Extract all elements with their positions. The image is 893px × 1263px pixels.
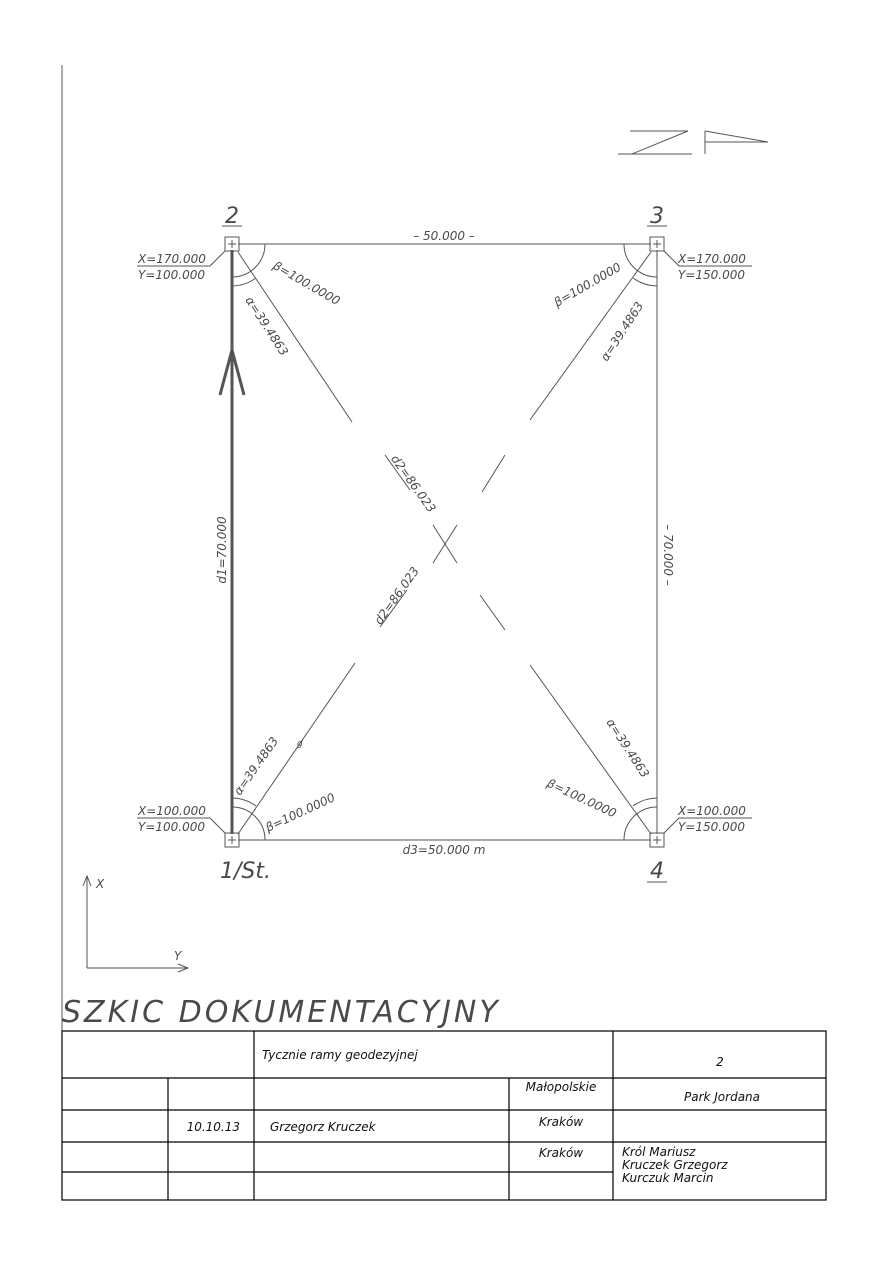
date-cell: 10.10.13 [186, 1120, 240, 1134]
team-member: Kurczuk Marcin [622, 1171, 714, 1185]
angle-beta-4: β=100.0000 [544, 776, 619, 821]
dim-top: – 50.000 – [413, 229, 475, 243]
author-cell: Grzegorz Kruczek [270, 1120, 376, 1134]
point-2-label: 2 [225, 204, 239, 229]
point-2-y: Y=100.000 [138, 268, 206, 282]
point-3-label: 3 [650, 204, 664, 229]
angle-alpha-1: α=39.4863 [230, 734, 282, 798]
angle-beta-1: β=100.0000 [263, 790, 338, 835]
dim-bottom: d3=50.000 m [402, 843, 486, 857]
angle-beta-3: β=100.0000 [551, 259, 624, 310]
point-3-x: X=170.000 [678, 252, 746, 266]
point-markers [137, 226, 752, 882]
team-member: Kruczek Grzegorz [622, 1158, 728, 1172]
voivodeship-cell: Małopolskie [525, 1080, 597, 1094]
dim-diagonal-b: d2=86.023 [371, 564, 422, 628]
team-member: Król Mariusz [622, 1145, 696, 1159]
angle-beta-2: β=100.0000 [270, 258, 343, 309]
commune-cell: Kraków [538, 1146, 584, 1160]
point-4-label: 4 [650, 859, 664, 884]
point-4-y: Y=150.000 [678, 820, 746, 834]
grad-unit: g [297, 739, 303, 749]
point-3-y: Y=150.000 [678, 268, 746, 282]
dim-right: – 70.000 – [661, 524, 675, 586]
point-2-x: X=170.000 [138, 252, 206, 266]
axis-y-label: Y [174, 949, 182, 963]
sketch-title: SZKIC DOKUMENTACYJNY [62, 995, 501, 1030]
angle-alpha-4: α=39.4863 [603, 716, 653, 781]
subject-cell: Tycznie ramy geodezyjnej [262, 1048, 418, 1062]
county-cell: Kraków [538, 1115, 584, 1129]
point-1-label: 1/St. [220, 859, 271, 884]
north-arrow-icon [618, 131, 768, 154]
axis-x-label: X [96, 877, 105, 891]
object-cell: Park Jordana [683, 1090, 761, 1104]
sheet-number-cell: 2 [716, 1055, 724, 1069]
dim-diagonal-a: d2=86.023 [388, 452, 439, 516]
angle-alpha-3: α=39.4863 [597, 299, 647, 364]
point-4-x: X=100.000 [678, 804, 746, 818]
dim-left: d1=70.000 [215, 516, 229, 584]
angle-arcs [232, 244, 657, 840]
angle-alpha-2: α=39.4863 [242, 294, 292, 359]
point-1-x: X=100.000 [138, 804, 206, 818]
point-1-y: Y=100.000 [138, 820, 206, 834]
